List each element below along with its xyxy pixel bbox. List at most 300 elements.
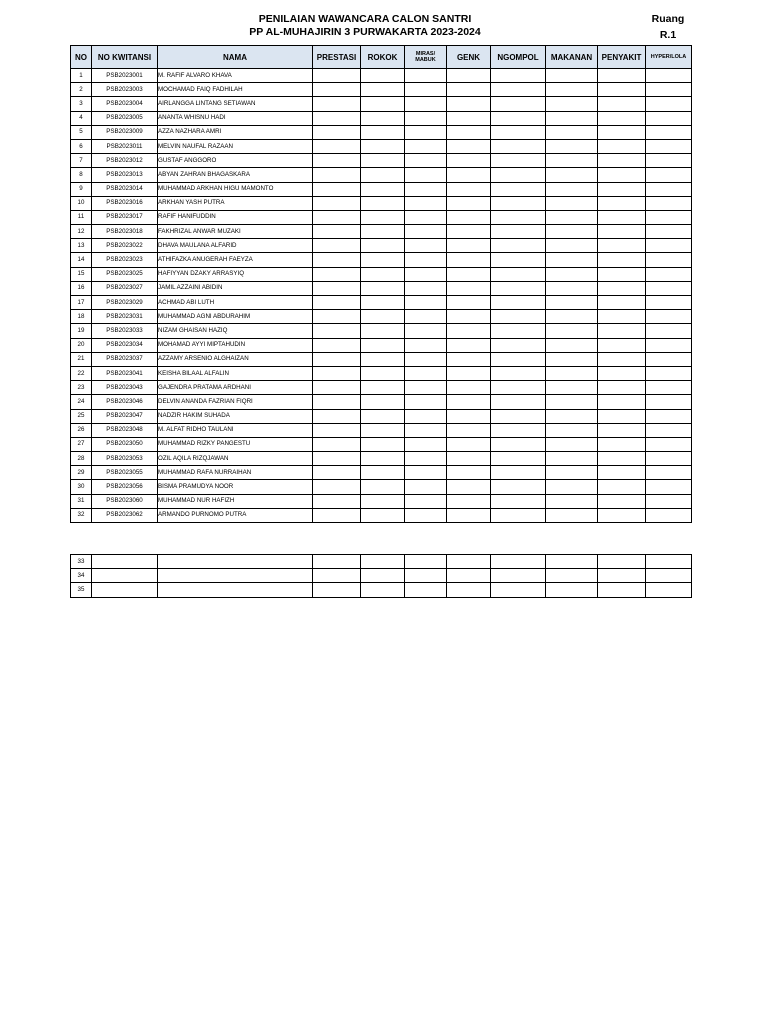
score-cell[interactable] bbox=[405, 139, 447, 153]
score-cell[interactable] bbox=[405, 83, 447, 97]
score-cell[interactable] bbox=[447, 281, 491, 295]
score-cell[interactable] bbox=[313, 239, 361, 253]
score-cell[interactable] bbox=[447, 555, 491, 569]
score-cell[interactable] bbox=[646, 395, 692, 409]
score-cell[interactable] bbox=[598, 338, 646, 352]
score-cell[interactable] bbox=[313, 508, 361, 522]
score-cell[interactable] bbox=[361, 69, 405, 83]
score-cell[interactable] bbox=[598, 182, 646, 196]
score-cell[interactable] bbox=[313, 583, 361, 597]
score-cell[interactable] bbox=[405, 555, 447, 569]
score-cell[interactable] bbox=[361, 154, 405, 168]
score-cell[interactable] bbox=[646, 182, 692, 196]
row-number: 31 bbox=[71, 494, 92, 508]
score-cell[interactable] bbox=[361, 182, 405, 196]
score-cell[interactable] bbox=[546, 196, 598, 210]
score-cell[interactable] bbox=[491, 395, 546, 409]
score-cell[interactable] bbox=[598, 154, 646, 168]
score-cell[interactable] bbox=[598, 569, 646, 583]
score-cell[interactable] bbox=[361, 480, 405, 494]
score-cell[interactable] bbox=[447, 437, 491, 451]
score-cell[interactable] bbox=[546, 267, 598, 281]
score-cell[interactable] bbox=[646, 125, 692, 139]
student-name: DELVIN ANANDA FAZRIAN FIQRI bbox=[158, 395, 313, 409]
score-cell[interactable] bbox=[313, 452, 361, 466]
score-cell[interactable] bbox=[361, 296, 405, 310]
score-cell[interactable] bbox=[646, 196, 692, 210]
score-cell[interactable] bbox=[598, 366, 646, 380]
score-cell[interactable] bbox=[405, 196, 447, 210]
score-cell[interactable] bbox=[447, 494, 491, 508]
score-cell[interactable] bbox=[646, 267, 692, 281]
score-cell[interactable] bbox=[546, 69, 598, 83]
score-cell[interactable] bbox=[405, 281, 447, 295]
score-cell[interactable] bbox=[405, 452, 447, 466]
score-cell[interactable] bbox=[361, 381, 405, 395]
receipt-number: PSB2023031 bbox=[92, 310, 158, 324]
score-cell[interactable] bbox=[491, 154, 546, 168]
score-cell[interactable] bbox=[646, 310, 692, 324]
student-name: OZIL AQILA RIZQJAWAN bbox=[158, 452, 313, 466]
score-cell[interactable] bbox=[546, 366, 598, 380]
score-cell[interactable] bbox=[546, 125, 598, 139]
student-name: MUHAMMAD AGNI ABDURAHIM bbox=[158, 310, 313, 324]
score-cell[interactable] bbox=[546, 338, 598, 352]
score-cell[interactable] bbox=[598, 508, 646, 522]
score-cell[interactable] bbox=[491, 253, 546, 267]
score-cell[interactable] bbox=[447, 381, 491, 395]
score-cell[interactable] bbox=[361, 97, 405, 111]
score-cell[interactable] bbox=[646, 168, 692, 182]
score-cell[interactable] bbox=[361, 253, 405, 267]
score-cell[interactable] bbox=[361, 423, 405, 437]
score-cell[interactable] bbox=[361, 583, 405, 597]
score-cell[interactable] bbox=[646, 83, 692, 97]
score-cell[interactable] bbox=[361, 508, 405, 522]
score-cell[interactable] bbox=[313, 324, 361, 338]
score-cell[interactable] bbox=[447, 196, 491, 210]
table-row bbox=[71, 366, 692, 380]
score-cell[interactable] bbox=[405, 409, 447, 423]
score-cell[interactable] bbox=[405, 381, 447, 395]
score-cell[interactable] bbox=[313, 281, 361, 295]
score-cell[interactable] bbox=[405, 225, 447, 239]
score-cell[interactable] bbox=[491, 97, 546, 111]
score-cell[interactable] bbox=[405, 168, 447, 182]
score-cell[interactable] bbox=[405, 69, 447, 83]
score-cell[interactable] bbox=[598, 97, 646, 111]
score-cell[interactable] bbox=[598, 352, 646, 366]
score-cell[interactable] bbox=[361, 225, 405, 239]
score-cell[interactable] bbox=[546, 480, 598, 494]
score-cell[interactable] bbox=[646, 555, 692, 569]
score-cell[interactable] bbox=[313, 352, 361, 366]
score-cell[interactable] bbox=[447, 83, 491, 97]
score-cell[interactable] bbox=[313, 296, 361, 310]
score-cell[interactable] bbox=[313, 366, 361, 380]
score-cell[interactable] bbox=[598, 324, 646, 338]
score-cell[interactable] bbox=[491, 466, 546, 480]
score-cell[interactable] bbox=[491, 111, 546, 125]
score-cell[interactable] bbox=[313, 395, 361, 409]
score-cell[interactable] bbox=[646, 480, 692, 494]
score-cell[interactable] bbox=[491, 210, 546, 224]
score-cell[interactable] bbox=[491, 239, 546, 253]
score-cell[interactable] bbox=[546, 97, 598, 111]
score-cell[interactable] bbox=[361, 555, 405, 569]
score-cell[interactable] bbox=[447, 452, 491, 466]
score-cell[interactable] bbox=[646, 452, 692, 466]
score-cell[interactable] bbox=[546, 452, 598, 466]
score-cell[interactable] bbox=[491, 366, 546, 380]
score-cell[interactable] bbox=[405, 324, 447, 338]
score-cell[interactable] bbox=[313, 494, 361, 508]
score-cell[interactable] bbox=[598, 480, 646, 494]
score-cell[interactable] bbox=[546, 569, 598, 583]
score-cell[interactable] bbox=[313, 466, 361, 480]
score-cell[interactable] bbox=[313, 569, 361, 583]
receipt-number: PSB2023009 bbox=[92, 125, 158, 139]
score-cell[interactable] bbox=[491, 452, 546, 466]
score-cell[interactable] bbox=[491, 196, 546, 210]
score-cell[interactable] bbox=[447, 97, 491, 111]
score-cell[interactable] bbox=[405, 569, 447, 583]
score-cell[interactable] bbox=[361, 267, 405, 281]
score-cell[interactable] bbox=[646, 210, 692, 224]
score-cell[interactable] bbox=[361, 494, 405, 508]
score-cell[interactable] bbox=[447, 583, 491, 597]
score-cell[interactable] bbox=[405, 239, 447, 253]
score-cell[interactable] bbox=[546, 111, 598, 125]
score-cell[interactable] bbox=[361, 210, 405, 224]
receipt-number: PSB2023050 bbox=[92, 437, 158, 451]
score-cell[interactable] bbox=[546, 508, 598, 522]
score-cell[interactable] bbox=[405, 480, 447, 494]
score-cell[interactable] bbox=[491, 296, 546, 310]
score-cell[interactable] bbox=[646, 296, 692, 310]
score-cell[interactable] bbox=[405, 395, 447, 409]
score-cell[interactable] bbox=[491, 281, 546, 295]
score-cell[interactable] bbox=[646, 494, 692, 508]
score-cell[interactable] bbox=[646, 69, 692, 83]
score-cell[interactable] bbox=[646, 366, 692, 380]
score-cell[interactable] bbox=[598, 267, 646, 281]
score-cell[interactable] bbox=[598, 381, 646, 395]
receipt-number: PSB2023048 bbox=[92, 423, 158, 437]
score-cell[interactable] bbox=[313, 423, 361, 437]
score-cell[interactable] bbox=[361, 83, 405, 97]
table-row bbox=[71, 69, 692, 83]
score-cell[interactable] bbox=[598, 437, 646, 451]
score-cell[interactable] bbox=[447, 395, 491, 409]
score-cell[interactable] bbox=[313, 555, 361, 569]
score-cell[interactable] bbox=[598, 466, 646, 480]
score-cell[interactable] bbox=[361, 111, 405, 125]
score-cell[interactable] bbox=[447, 409, 491, 423]
score-cell[interactable] bbox=[598, 69, 646, 83]
score-cell[interactable] bbox=[491, 423, 546, 437]
score-cell[interactable] bbox=[313, 69, 361, 83]
score-cell[interactable] bbox=[361, 139, 405, 153]
score-cell[interactable] bbox=[313, 139, 361, 153]
score-cell[interactable] bbox=[646, 466, 692, 480]
score-cell[interactable] bbox=[313, 338, 361, 352]
score-cell[interactable] bbox=[646, 437, 692, 451]
score-cell[interactable] bbox=[405, 352, 447, 366]
score-cell[interactable] bbox=[598, 423, 646, 437]
row-number: 13 bbox=[71, 239, 92, 253]
score-cell[interactable] bbox=[405, 97, 447, 111]
score-cell[interactable] bbox=[598, 281, 646, 295]
score-cell[interactable] bbox=[405, 267, 447, 281]
score-cell[interactable] bbox=[598, 83, 646, 97]
score-cell[interactable] bbox=[447, 324, 491, 338]
score-cell[interactable] bbox=[447, 139, 491, 153]
score-cell[interactable] bbox=[646, 409, 692, 423]
score-cell[interactable] bbox=[491, 225, 546, 239]
score-cell[interactable] bbox=[646, 253, 692, 267]
score-cell[interactable] bbox=[313, 125, 361, 139]
score-cell[interactable] bbox=[447, 182, 491, 196]
score-cell[interactable] bbox=[598, 239, 646, 253]
score-cell[interactable] bbox=[447, 267, 491, 281]
score-cell[interactable] bbox=[491, 494, 546, 508]
score-cell[interactable] bbox=[491, 338, 546, 352]
score-cell[interactable] bbox=[598, 555, 646, 569]
score-cell[interactable] bbox=[313, 310, 361, 324]
score-cell[interactable] bbox=[598, 196, 646, 210]
score-cell[interactable] bbox=[447, 296, 491, 310]
score-cell[interactable] bbox=[405, 310, 447, 324]
score-cell[interactable] bbox=[546, 168, 598, 182]
score-cell[interactable] bbox=[447, 466, 491, 480]
score-cell[interactable] bbox=[546, 494, 598, 508]
score-cell[interactable] bbox=[313, 381, 361, 395]
score-cell[interactable] bbox=[491, 139, 546, 153]
score-cell[interactable] bbox=[598, 310, 646, 324]
score-cell[interactable] bbox=[361, 168, 405, 182]
score-cell[interactable] bbox=[491, 83, 546, 97]
score-cell[interactable] bbox=[546, 395, 598, 409]
score-cell[interactable] bbox=[361, 310, 405, 324]
score-cell[interactable] bbox=[598, 210, 646, 224]
score-cell[interactable] bbox=[546, 352, 598, 366]
score-cell[interactable] bbox=[491, 381, 546, 395]
score-cell[interactable] bbox=[646, 225, 692, 239]
score-cell[interactable] bbox=[491, 125, 546, 139]
score-cell[interactable] bbox=[447, 352, 491, 366]
row-number: 12 bbox=[71, 225, 92, 239]
score-cell[interactable] bbox=[646, 324, 692, 338]
score-cell[interactable] bbox=[313, 196, 361, 210]
table-row bbox=[71, 168, 692, 182]
score-cell[interactable] bbox=[491, 583, 546, 597]
score-cell[interactable] bbox=[313, 480, 361, 494]
score-cell[interactable] bbox=[361, 352, 405, 366]
score-cell[interactable] bbox=[598, 168, 646, 182]
score-cell[interactable] bbox=[491, 324, 546, 338]
score-cell[interactable] bbox=[447, 154, 491, 168]
score-cell[interactable] bbox=[313, 168, 361, 182]
score-cell[interactable] bbox=[646, 569, 692, 583]
row-number: 16 bbox=[71, 281, 92, 295]
score-cell[interactable] bbox=[491, 437, 546, 451]
score-cell[interactable] bbox=[598, 125, 646, 139]
score-cell[interactable] bbox=[361, 437, 405, 451]
score-cell[interactable] bbox=[405, 583, 447, 597]
score-cell[interactable] bbox=[313, 111, 361, 125]
score-cell[interactable] bbox=[405, 154, 447, 168]
score-cell[interactable] bbox=[646, 281, 692, 295]
score-cell[interactable] bbox=[447, 480, 491, 494]
score-cell[interactable] bbox=[546, 310, 598, 324]
student-name: FAKHRIZAL ANWAR MUZAKI bbox=[158, 225, 313, 239]
score-cell[interactable] bbox=[598, 139, 646, 153]
score-cell[interactable] bbox=[546, 381, 598, 395]
score-cell[interactable] bbox=[546, 281, 598, 295]
score-cell[interactable] bbox=[447, 125, 491, 139]
score-cell[interactable] bbox=[598, 452, 646, 466]
score-cell[interactable] bbox=[447, 253, 491, 267]
score-cell[interactable] bbox=[405, 182, 447, 196]
score-cell[interactable] bbox=[491, 168, 546, 182]
score-cell[interactable] bbox=[313, 182, 361, 196]
score-cell[interactable] bbox=[491, 508, 546, 522]
score-cell[interactable] bbox=[546, 409, 598, 423]
score-cell[interactable] bbox=[546, 437, 598, 451]
score-cell[interactable] bbox=[646, 154, 692, 168]
score-cell[interactable] bbox=[646, 111, 692, 125]
score-cell[interactable] bbox=[447, 225, 491, 239]
table-row bbox=[71, 324, 692, 338]
score-cell[interactable] bbox=[646, 423, 692, 437]
score-cell[interactable] bbox=[546, 210, 598, 224]
score-cell[interactable] bbox=[598, 111, 646, 125]
score-cell[interactable] bbox=[361, 569, 405, 583]
score-cell[interactable] bbox=[646, 381, 692, 395]
score-cell[interactable] bbox=[361, 196, 405, 210]
score-cell[interactable] bbox=[646, 139, 692, 153]
score-cell[interactable] bbox=[447, 310, 491, 324]
score-cell[interactable] bbox=[546, 139, 598, 153]
score-cell[interactable] bbox=[491, 555, 546, 569]
score-cell[interactable] bbox=[598, 253, 646, 267]
score-cell[interactable] bbox=[313, 225, 361, 239]
col-header-illness: PENYAKIT bbox=[598, 46, 646, 69]
score-cell[interactable] bbox=[405, 125, 447, 139]
score-cell[interactable] bbox=[361, 452, 405, 466]
score-cell[interactable] bbox=[598, 583, 646, 597]
score-cell[interactable] bbox=[546, 253, 598, 267]
score-cell[interactable] bbox=[646, 508, 692, 522]
score-cell[interactable] bbox=[546, 466, 598, 480]
score-cell[interactable] bbox=[405, 508, 447, 522]
table-row bbox=[71, 125, 692, 139]
score-cell[interactable] bbox=[361, 239, 405, 253]
score-cell[interactable] bbox=[405, 210, 447, 224]
score-cell[interactable] bbox=[598, 494, 646, 508]
score-cell[interactable] bbox=[405, 466, 447, 480]
score-cell[interactable] bbox=[447, 508, 491, 522]
score-cell[interactable] bbox=[546, 583, 598, 597]
score-cell[interactable] bbox=[361, 338, 405, 352]
score-cell[interactable] bbox=[361, 125, 405, 139]
score-cell[interactable] bbox=[361, 366, 405, 380]
score-cell[interactable] bbox=[447, 239, 491, 253]
score-cell[interactable] bbox=[546, 324, 598, 338]
score-cell[interactable] bbox=[598, 225, 646, 239]
score-cell[interactable] bbox=[361, 395, 405, 409]
score-cell[interactable] bbox=[405, 366, 447, 380]
score-cell[interactable] bbox=[361, 281, 405, 295]
score-cell[interactable] bbox=[491, 569, 546, 583]
score-cell[interactable] bbox=[646, 97, 692, 111]
score-cell[interactable] bbox=[598, 395, 646, 409]
score-cell[interactable] bbox=[405, 111, 447, 125]
score-cell[interactable] bbox=[313, 83, 361, 97]
col-header-hyper: HYPER/LOLA bbox=[646, 46, 692, 69]
score-cell[interactable] bbox=[313, 267, 361, 281]
score-cell[interactable] bbox=[405, 437, 447, 451]
score-cell[interactable] bbox=[447, 210, 491, 224]
score-cell[interactable] bbox=[646, 239, 692, 253]
score-cell[interactable] bbox=[491, 310, 546, 324]
score-cell[interactable] bbox=[491, 352, 546, 366]
score-cell[interactable] bbox=[491, 69, 546, 83]
score-cell[interactable] bbox=[405, 296, 447, 310]
score-cell[interactable] bbox=[646, 338, 692, 352]
score-cell[interactable] bbox=[491, 267, 546, 281]
score-cell[interactable] bbox=[598, 296, 646, 310]
score-cell[interactable] bbox=[405, 494, 447, 508]
score-cell[interactable] bbox=[313, 409, 361, 423]
score-cell[interactable] bbox=[646, 583, 692, 597]
score-cell[interactable] bbox=[313, 253, 361, 267]
score-cell[interactable] bbox=[447, 569, 491, 583]
score-cell[interactable] bbox=[546, 182, 598, 196]
score-cell[interactable] bbox=[361, 409, 405, 423]
score-cell[interactable] bbox=[447, 111, 491, 125]
score-cell[interactable] bbox=[313, 97, 361, 111]
score-cell[interactable] bbox=[491, 182, 546, 196]
score-cell[interactable] bbox=[546, 423, 598, 437]
score-cell[interactable] bbox=[447, 168, 491, 182]
score-cell[interactable] bbox=[361, 324, 405, 338]
score-cell[interactable] bbox=[546, 555, 598, 569]
score-cell[interactable] bbox=[546, 225, 598, 239]
score-cell[interactable] bbox=[447, 69, 491, 83]
score-cell[interactable] bbox=[405, 253, 447, 267]
score-cell[interactable] bbox=[405, 423, 447, 437]
score-cell[interactable] bbox=[546, 154, 598, 168]
score-cell[interactable] bbox=[361, 466, 405, 480]
table-row bbox=[71, 253, 692, 267]
score-cell[interactable] bbox=[491, 480, 546, 494]
score-cell[interactable] bbox=[313, 210, 361, 224]
score-cell[interactable] bbox=[546, 239, 598, 253]
score-cell[interactable] bbox=[313, 437, 361, 451]
score-cell[interactable] bbox=[646, 352, 692, 366]
score-cell[interactable] bbox=[405, 338, 447, 352]
score-cell[interactable] bbox=[447, 338, 491, 352]
score-cell[interactable] bbox=[598, 409, 646, 423]
score-cell[interactable] bbox=[313, 154, 361, 168]
score-cell[interactable] bbox=[447, 423, 491, 437]
score-cell[interactable] bbox=[546, 83, 598, 97]
score-cell[interactable] bbox=[491, 409, 546, 423]
score-cell[interactable] bbox=[546, 296, 598, 310]
score-cell[interactable] bbox=[447, 366, 491, 380]
